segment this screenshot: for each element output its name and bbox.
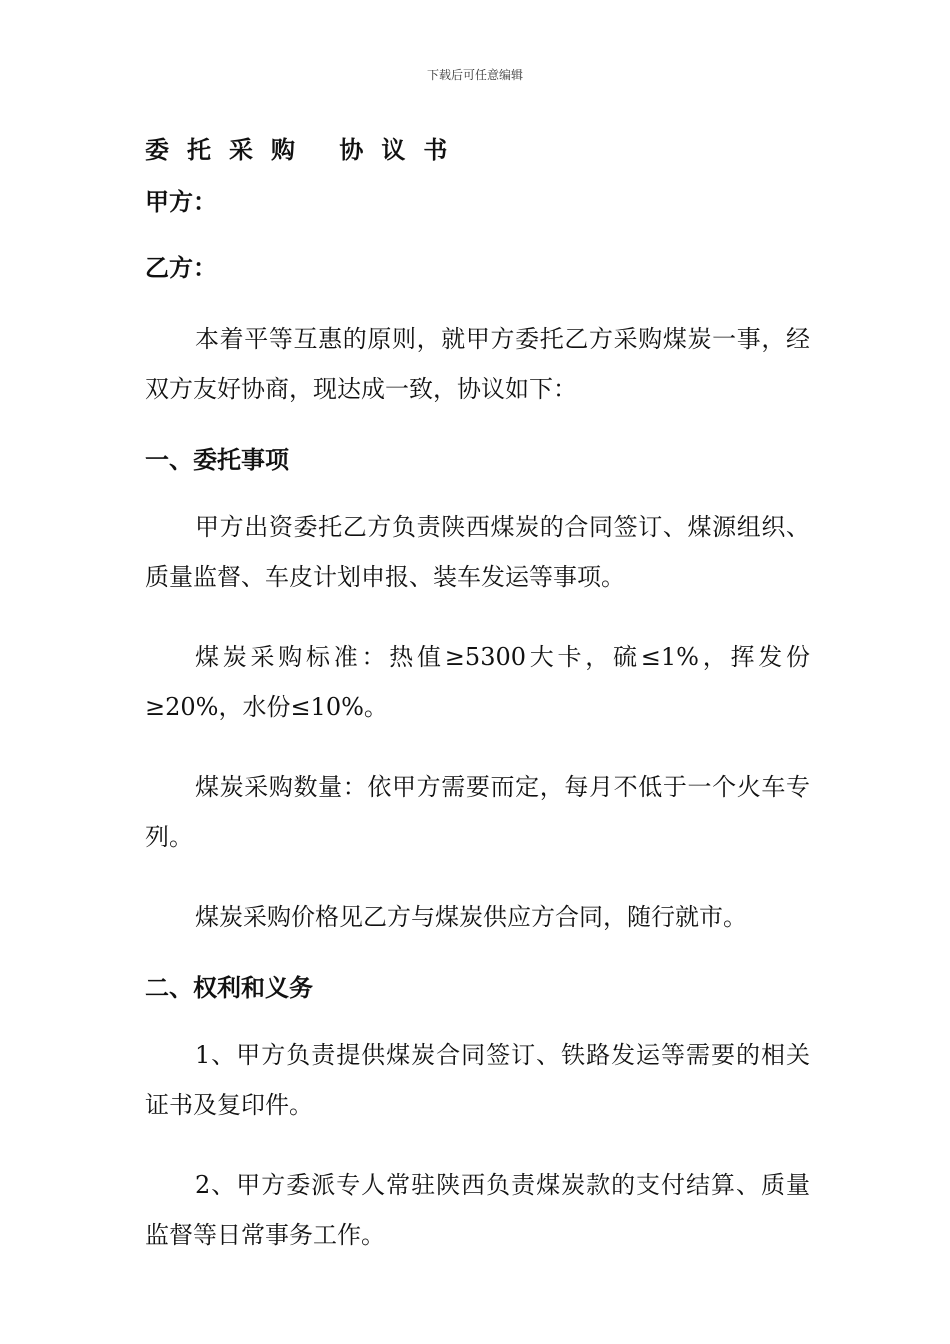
party-b-label: 乙方： — [145, 254, 217, 282]
intro-paragraph: 本着平等互惠的原则，就甲方委托乙方采购煤炭一事，经双方友好协商，现达成一致，协议如下： — [145, 325, 810, 403]
document-title: 委托采购 协议书 — [145, 136, 466, 164]
section-heading-rights-obligations: 二、权利和义务 — [145, 974, 313, 1002]
header-note: 下载后可任意编辑 — [426, 68, 523, 82]
section-2-paragraph: 2、甲方委派专人常驻陕西负责煤炭款的支付结算、质量监督等日常事务工作。 — [145, 1171, 810, 1249]
party-a-label: 甲方： — [145, 188, 217, 216]
section-1-paragraph: 甲方出资委托乙方负责陕西煤炭的合同签订、煤源组织、质量监督、车皮计划申报、装车发运等事项。 — [145, 513, 810, 591]
section-1-paragraph: 煤炭采购数量：依甲方需要而定，每月不低于一个火车专列。 — [145, 773, 810, 851]
section-1-paragraph: 煤炭采购标准：热值≥5300大卡，硫≤1%，挥发份≥20%，水份≤10%。 — [145, 643, 810, 721]
section-1-paragraph: 煤炭采购价格见乙方与煤炭供应方合同，随行就市。 — [195, 903, 747, 931]
section-heading-entrustment: 一、委托事项 — [145, 446, 289, 474]
section-2-paragraph: 1、甲方负责提供煤炭合同签订、铁路发运等需要的相关证书及复印件。 — [145, 1041, 810, 1119]
document-body — [145, 128, 810, 1260]
